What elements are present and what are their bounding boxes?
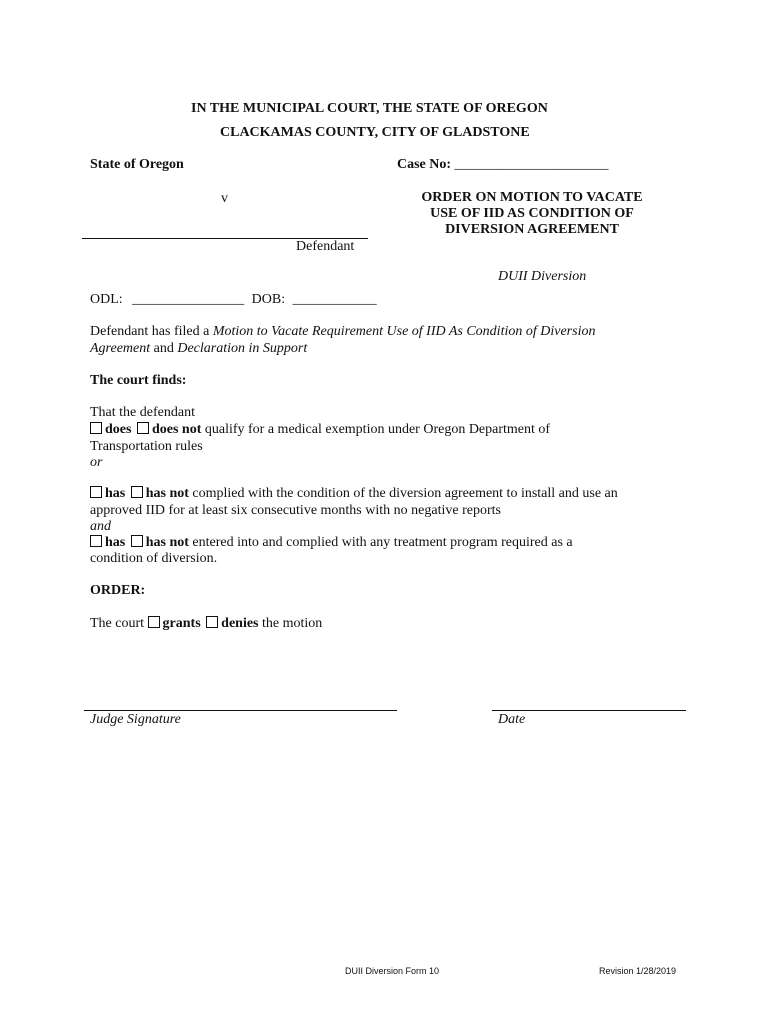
order-title-line-3: DIVERSION AGREEMENT	[445, 222, 619, 237]
does-not-checkbox[interactable]	[137, 422, 149, 434]
odl-field[interactable]: ________________	[132, 292, 245, 307]
footer-form-name: DUII Diversion Form 10	[345, 966, 440, 976]
has-not-checkbox-2[interactable]	[131, 535, 143, 547]
dob-label: DOB:	[251, 292, 286, 307]
does-checkbox[interactable]	[90, 422, 102, 434]
grants-label: grants	[162, 616, 201, 631]
case-no-field[interactable]: ______________________	[454, 157, 609, 172]
iid-line-1	[90, 486, 618, 502]
declaration-title: Declaration in Support	[177, 341, 308, 356]
treatment-line-1	[90, 535, 573, 551]
has-label-2: has	[105, 535, 126, 550]
judge-signature-label: Judge Signature	[90, 712, 181, 727]
has-not-label-1: has not	[145, 486, 189, 501]
findings-heading: The court finds:	[90, 373, 187, 388]
denies-checkbox[interactable]	[206, 616, 218, 628]
has-not-checkbox-1[interactable]	[131, 486, 143, 498]
exemption-text: qualify for a medical exemption under Oregon Department of	[201, 422, 551, 437]
program-label: DUII Diversion	[498, 269, 587, 284]
order-heading: ORDER:	[90, 583, 146, 598]
has-checkbox-1[interactable]	[90, 486, 102, 498]
order-title-line-1: ORDER ON MOTION TO VACATE	[421, 190, 643, 205]
denies-label: denies	[221, 616, 259, 631]
and-connector: and	[90, 519, 111, 534]
exemption-line-1	[90, 422, 550, 438]
order-prefix: The court	[90, 616, 148, 631]
case-no-label	[397, 157, 609, 173]
findings-intro: That the defendant	[90, 405, 195, 420]
defendant-label: Defendant	[296, 239, 355, 254]
has-checkbox-2[interactable]	[90, 535, 102, 547]
does-not-label: does not	[151, 422, 202, 437]
order-suffix: the motion	[258, 616, 323, 631]
grants-checkbox[interactable]	[148, 616, 160, 628]
date-label: Date	[498, 712, 526, 727]
has-not-label-2: has not	[145, 535, 189, 550]
court-title: IN THE MUNICIPAL COURT, THE STATE OF OREGON	[191, 101, 548, 116]
intro-middle: and	[150, 341, 178, 356]
has-label-1: has	[105, 486, 126, 501]
odl-label: ODL:	[90, 292, 123, 307]
dob-field[interactable]: ____________	[292, 292, 377, 307]
motion-title: Motion to Vacate Requirement Use of IID As Condition of Diversion	[212, 324, 596, 339]
id-fields-row	[90, 292, 377, 308]
date-line[interactable]	[492, 710, 686, 711]
intro-line-1	[90, 324, 595, 340]
iid-line-2: approved IID for at least six consecutive months with no negative reports	[90, 503, 501, 518]
treatment-line-2: condition of diversion.	[90, 551, 218, 566]
or-connector: or	[90, 455, 103, 470]
plaintiff-name: State of Oregon	[90, 157, 184, 172]
intro-line-2	[90, 341, 307, 357]
judge-signature-line[interactable]	[84, 710, 397, 711]
order-title	[400, 190, 664, 238]
footer-revision: Revision 1/28/2019	[599, 966, 677, 976]
iid-text: complied with the condition of the diversion agreement to install and use an	[188, 486, 618, 501]
order-line	[90, 616, 322, 632]
versus-label: v	[221, 191, 228, 206]
order-title-line-2: USE OF IID AS CONDITION OF	[430, 206, 634, 221]
does-label: does	[105, 422, 132, 437]
case-no-label-text: Case No:	[397, 157, 452, 172]
county-city-title: CLACKAMAS COUNTY, CITY OF GLADSTONE	[220, 125, 530, 140]
motion-title-end: Agreement	[90, 341, 151, 356]
treatment-text: entered into and complied with any treatment program required as a	[188, 535, 573, 550]
exemption-line-2: Transportation rules	[90, 439, 203, 454]
intro-prefix: Defendant has filed a	[90, 324, 213, 339]
